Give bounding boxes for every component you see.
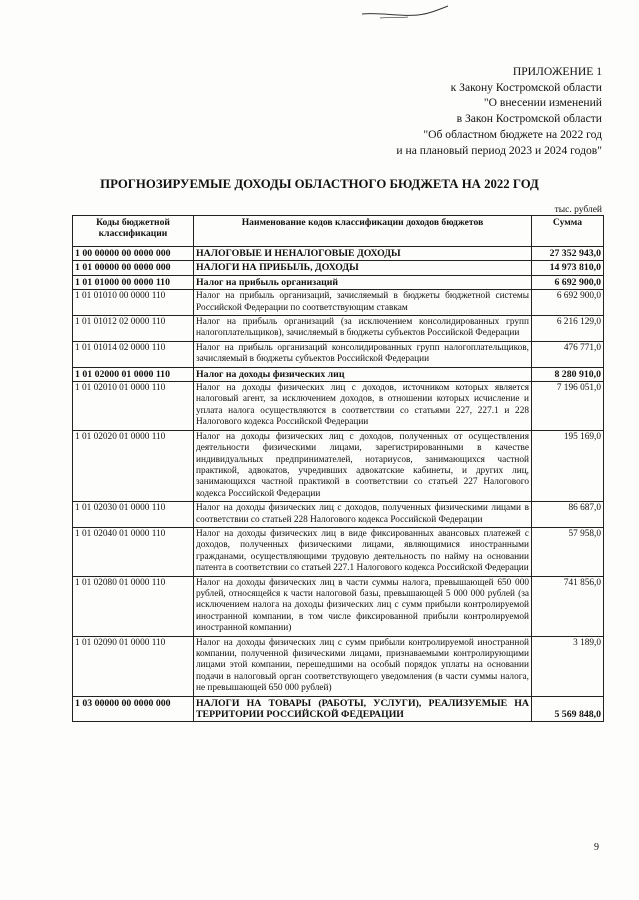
row-name: Налог на доходы физических лиц в части суммы налога, превышающей 650 000 рублей, относящейся к части налоговой базы, превышающей 5 000 000 рублей (за исключением налога на доходы физических лиц с сумм прибыли контролируемой иностранной компании, в том числе фиксированной прибыли контролируемой иностранной компании) — [194, 576, 532, 636]
table-row — [73, 261, 604, 275]
row-code: 1 01 01014 02 0000 110 — [73, 341, 194, 367]
row-name: Налог на доходы физических лиц с доходов, полученных физическими лицами в соответствии со статьей 228 Налогового кодекса Российской Федерации — [194, 502, 532, 528]
appendix-line: "О внесении изменений — [483, 96, 602, 110]
row-name: Налог на прибыль организаций, зачисляемый в бюджеты бюджетной системы Российской Федерации по соответствующим ставкам — [194, 290, 532, 316]
row-name: Налог на доходы физических лиц — [194, 367, 532, 381]
row-name: НАЛОГИ НА ПРИБЫЛЬ, ДОХОДЫ — [194, 261, 532, 275]
row-code: 1 03 00000 00 0000 000 — [73, 696, 194, 722]
row-sum: 8 280 910,0 — [532, 367, 604, 381]
appendix-line: ПРИЛОЖЕНИЕ 1 — [512, 65, 602, 78]
page-number: 9 — [594, 842, 599, 853]
appendix-line: и на плановый период 2023 и 2024 годов" — [396, 143, 602, 157]
table-row — [73, 382, 604, 431]
row-code: 1 01 02080 01 0000 110 — [73, 576, 194, 636]
row-code: 1 00 00000 00 0000 000 — [73, 247, 194, 261]
row-name: Налог на доходы физических лиц в виде фиксированных авансовых платежей с доходов, полученных физическими лицами, являющимися иностранными гражданами, осуществляющими трудовую деятельность по найму на основании патента в соответствии со статьей 227.1 Налогового кодекса Российской Федерации — [194, 527, 532, 576]
row-sum: 6 216 129,0 — [532, 316, 604, 342]
header-sum: Сумма — [532, 216, 604, 247]
row-sum: 6 692 900,0 — [532, 275, 604, 289]
row-sum: 6 692 900,0 — [532, 290, 604, 316]
row-name: Налог на прибыль организаций — [194, 275, 532, 289]
row-sum: 86 687,0 — [532, 502, 604, 528]
table-row — [73, 502, 604, 528]
row-code: 1 01 02010 01 0000 110 — [73, 382, 194, 431]
row-sum: 27 352 943,0 — [532, 247, 604, 261]
table-row — [73, 430, 604, 501]
header-code: Коды бюджетной классификации — [73, 216, 194, 247]
row-sum: 5 569 848,0 — [532, 696, 604, 722]
row-name: Налог на прибыль организаций консолидированных групп налогоплательщиков, зачисляемый в бюджеты субъектов Российской Федерации — [194, 341, 532, 367]
units-label: тыс. рублей — [554, 205, 602, 215]
row-name: Налог на доходы физических лиц с доходов, источником которых является налоговый агент, за исключением доходов, в отношении которых исчисление и уплата налога осуществляются в соответствии со статьями 227, 227.1 и 228 Налогового кодекса Российской Федерации — [194, 382, 532, 431]
row-code: 1 01 01010 00 0000 110 — [73, 290, 194, 316]
row-code: 1 01 01012 02 0000 110 — [73, 316, 194, 342]
row-name: Налог на доходы физических лиц с сумм прибыли контролируемой иностранной компании, полученной физическими лицами, признаваемыми контролирующими лицами этой компании, перешедшими на особый порядок уплаты на основании подачи в налоговый орган соответствующего уведомления (в части суммы налога, не превышающей 650 000 рублей) — [194, 636, 532, 696]
pen-scribble-mark — [360, 4, 450, 24]
row-name: НАЛОГОВЫЕ И НЕНАЛОГОВЫЕ ДОХОДЫ — [194, 247, 532, 261]
table-row — [73, 275, 604, 289]
header-name: Наименование кодов классификации доходов бюджетов — [194, 216, 532, 247]
table-row — [73, 341, 604, 367]
document-title: ПРОГНОЗИРУЕМЫЕ ДОХОДЫ ОБЛАСТНОГО БЮДЖЕТА НА 2022 ГОД — [100, 177, 539, 191]
row-sum: 7 196 051,0 — [532, 382, 604, 431]
appendix-line: к Закону Костромской области — [450, 80, 602, 94]
table-header-row — [73, 216, 604, 247]
table-row — [73, 247, 604, 261]
row-name: НАЛОГИ НА ТОВАРЫ (РАБОТЫ, УСЛУГИ), РЕАЛИЗУЕМЫЕ НА ТЕРРИТОРИИ РОССИЙСКОЙ ФЕДЕРАЦИИ — [194, 696, 532, 722]
row-code: 1 01 02000 01 0000 110 — [73, 367, 194, 381]
row-name: Налог на прибыль организаций (за исключением консолидированных групп налогоплательщиков), зачисляемый в бюджеты субъектов Российской Федерации — [194, 316, 532, 342]
appendix-line: в Закон Костромской области — [456, 112, 602, 126]
row-code: 1 01 00000 00 0000 000 — [73, 261, 194, 275]
row-sum: 57 958,0 — [532, 527, 604, 576]
row-sum: 14 973 810,0 — [532, 261, 604, 275]
appendix-line: "Об областном бюджете на 2022 год — [423, 127, 602, 141]
table-row — [73, 696, 604, 722]
table-row — [73, 290, 604, 316]
revenue-table — [72, 215, 604, 722]
row-code: 1 01 01000 00 0000 110 — [73, 275, 194, 289]
row-sum: 195 169,0 — [532, 430, 604, 501]
row-code: 1 01 02040 01 0000 110 — [73, 527, 194, 576]
table-row — [73, 527, 604, 576]
table-row — [73, 316, 604, 342]
row-sum: 3 189,0 — [532, 636, 604, 696]
row-code: 1 01 02020 01 0000 110 — [73, 430, 194, 501]
row-sum: 476 771,0 — [532, 341, 604, 367]
table-row — [73, 367, 604, 381]
row-code: 1 01 02090 01 0000 110 — [73, 636, 194, 696]
row-sum: 741 856,0 — [532, 576, 604, 636]
table-row — [73, 576, 604, 636]
table-row — [73, 636, 604, 696]
appendix-header — [396, 64, 602, 158]
row-name: Налог на доходы физических лиц с доходов, полученных от осуществления деятельности физическими лицами, зарегистрированными в качестве индивидуальных предпринимателей, нотариусов, занимающихся частной практикой, адвокатов, учредивших адвокатские кабинеты, и других лиц, занимающихся частной практикой в соответствии со статьей 227 Налогового кодекса Российской Федерации — [194, 430, 532, 501]
row-code: 1 01 02030 01 0000 110 — [73, 502, 194, 528]
